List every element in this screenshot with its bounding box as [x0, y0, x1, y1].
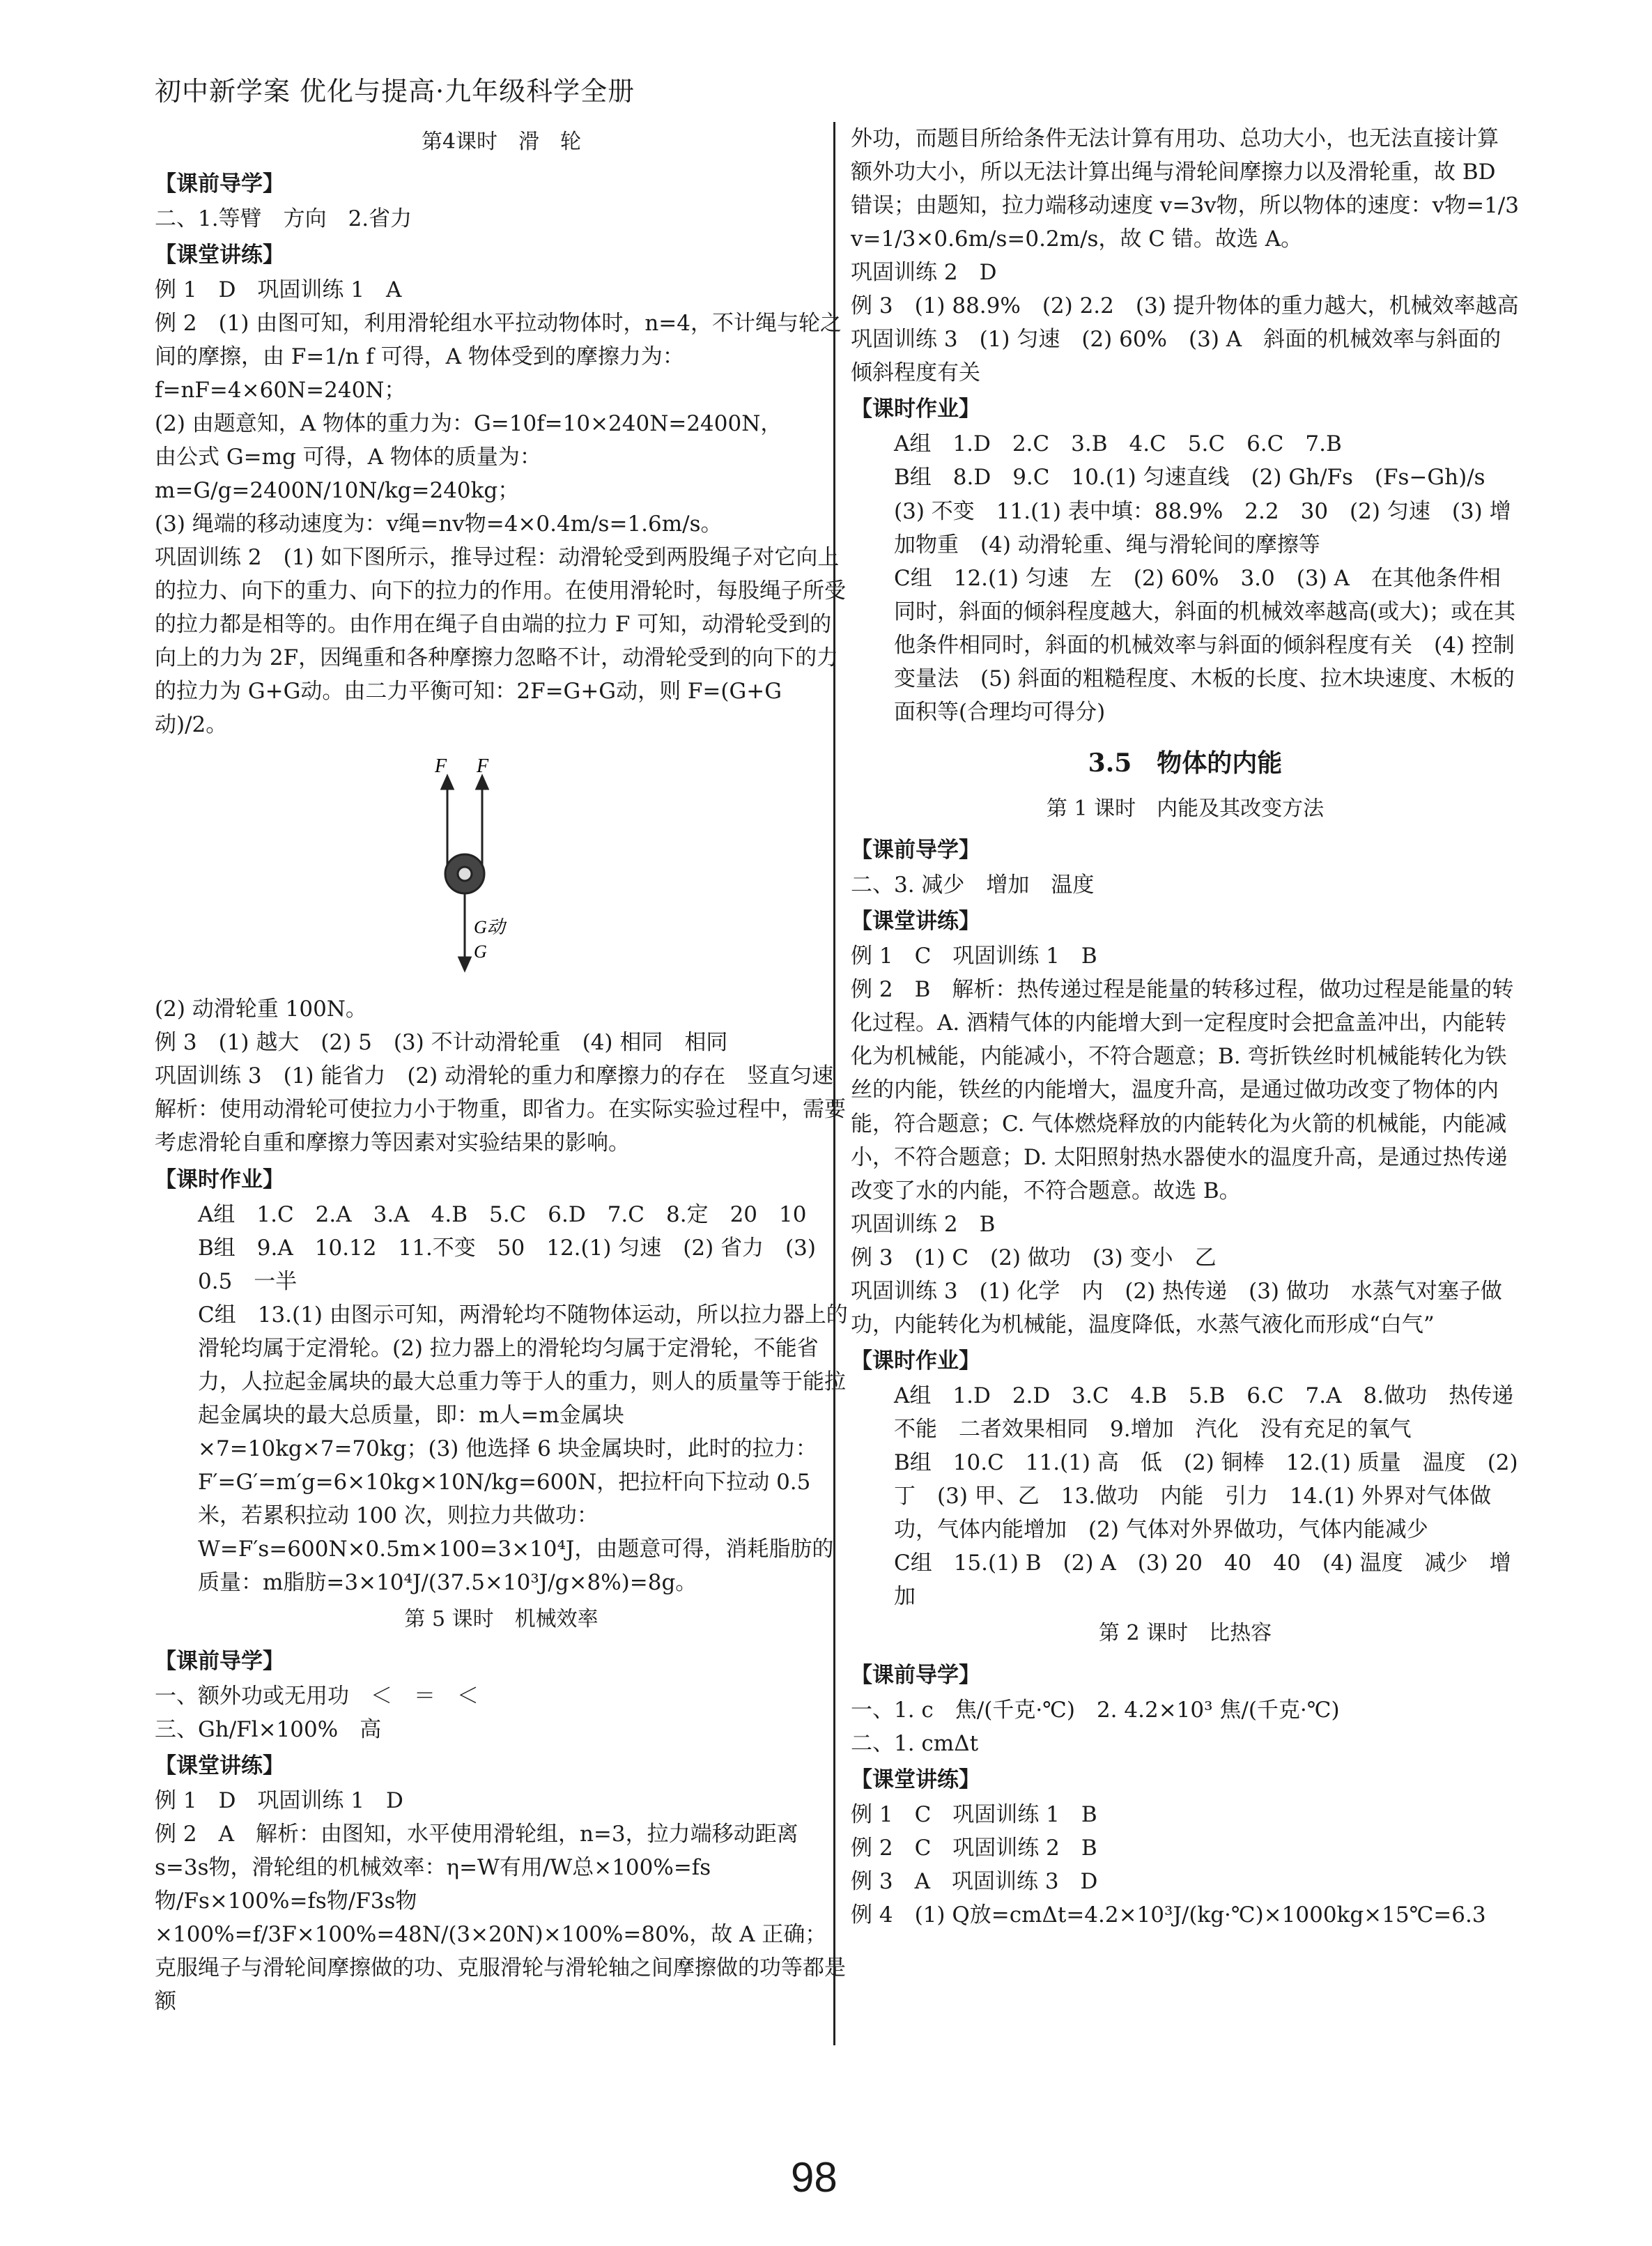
section-tag: 【课堂讲练】: [851, 909, 980, 934]
section-tag: 【课前导学】: [155, 1648, 284, 1674]
answer-paragraph: 例 2 B 解析：热传递过程是能量的转移过程，做功过程是能量的转化过程。A. 酒精气体的内能增大到一定程度时会把盒盖冲出，内能转化为机械能，内能减小，不符合题意；B. 弯折铁丝时机械能转化为铁丝的内能，铁丝的内能增大，温度升高，是通过做功改变了物体的内能，符合题意；C. 气体燃烧释放的内能转化为火箭的机械能，内能减小，不符合题意；D. 太阳照射热水器使水的温度升高，是通过热传递改变了水的内能，不符合题意。故选 B。: [851, 977, 1514, 1203]
answer-line: C组 15.(1) B (2) A (3) 20 40 40 (4) 温度 减少 增加: [894, 1551, 1511, 1610]
answer-line: 二、3. 减少 增加 温度: [851, 872, 1095, 898]
answer-line: 二、1. cmΔt: [851, 1730, 979, 1756]
answer-line: 例 1 D 巩固训练 1 D: [155, 1787, 403, 1813]
answer-line: 一、额外功或无用功 ＜ ＝ ＜: [155, 1683, 479, 1709]
section-tag: 【课堂讲练】: [155, 242, 284, 268]
arrow-down: [459, 957, 470, 970]
answer-paragraph: 例 2 (1) 由图可知，利用滑轮组水平拉动物体时，n=4，不计绳与轮之间的摩擦，由 F=1/n f 可得，A 物体受到的摩擦力为：f=nF=4×60N=240N；: [155, 310, 842, 403]
lesson-title: 第 1 课时 内能及其改变方法: [1046, 796, 1325, 821]
load-weight-label: G: [474, 941, 487, 962]
lesson-title: 第 5 课时 机械效率: [404, 1607, 599, 1632]
lesson-title: 第 2 课时 比热容: [1098, 1621, 1272, 1646]
answer-line: 例 2 C 巩固训练 2 B: [851, 1835, 1097, 1861]
answer-line: 二、1.等臂 方向 2.省力: [155, 206, 412, 231]
section-tag: 【课时作业】: [155, 1167, 284, 1192]
answer-line: 一、1. c 焦/(千克·℃) 2. 4.2×10³ 焦/(千克·℃): [851, 1697, 1340, 1723]
page-header: 初中新学案 优化与提高·九年级科学全册: [155, 76, 635, 107]
section-tag: 【课堂讲练】: [155, 1753, 284, 1778]
answer-line: B组 9.A 10.12 11.不变 50 12.(1) 匀速 (2) 省力 (3) 0.5 一半: [198, 1235, 816, 1294]
answer-line: 由公式 G=mg 可得，A 物体的质量为：m=G/g=2400N/10N/kg=240kg；: [155, 444, 541, 503]
answer-line: 巩固训练 2 B: [851, 1211, 996, 1237]
answer-paragraph: B组 8.D 9.C 10.(1) 匀速直线 (2) Gh/Fs (Fs−Gh)/s (3) 不变 11.(1) 表中填：88.9% 2.2 30 (2) 匀速 (3) 增加物重 (4) 动滑轮重、绳与滑轮间的摩擦等: [894, 465, 1511, 557]
answer-line: 例 4 (1) Q放=cmΔt=4.2×10³J/(kg·℃)×1000kg×15℃=6.3: [851, 1902, 1486, 1928]
answer-line: A组 1.D 2.C 3.B 4.C 5.C 6.C 7.B: [894, 431, 1342, 457]
pulley-weight-label: G动: [474, 917, 505, 938]
answer-line: 例 3 (1) 越大 (2) 5 (3) 不计动滑轮重 (4) 相同 相同: [155, 1030, 728, 1056]
answer-line: 例 1 C 巩固训练 1 B: [851, 1801, 1097, 1827]
section-title: 3.5 物体的内能: [1088, 748, 1283, 778]
answer-line: 三、Gh/Fl×100% 高: [155, 1716, 382, 1742]
answer-paragraph: 外功，而题目所给条件无法计算有用功、总功大小，也无法直接计算额外功大小，所以无法计算出绳与滑轮间摩擦力以及滑轮重，故 BD 错误；由题知，拉力端移动速度 v=3v物，所以物体的速度：v物=1/3 v=1/3×0.6m/s=0.2m/s，故 C 错。故选 A。: [851, 126, 1519, 252]
page-number: 98: [791, 2154, 837, 2201]
section-tag: 【课前导学】: [851, 838, 980, 863]
answer-line: (2) 动滑轮重 100N。: [155, 997, 367, 1022]
pulley-diagram: [155, 748, 848, 985]
section-tag: 【课前导学】: [851, 1662, 980, 1688]
answer-line: 巩固训练 3 (1) 匀速 (2) 60% (3) A 斜面的机械效率与斜面的倾斜程度有关: [851, 327, 1502, 386]
answer-line: 例 3 (1) C (2) 做功 (3) 变小 乙: [851, 1245, 1217, 1270]
answer-paragraph: 巩固训练 3 (1) 化学 内 (2) 热传递 (3) 做功 水蒸气对塞子做功，内能转化为机械能，温度降低，水蒸气液化而形成“白气”: [851, 1278, 1502, 1337]
force-label-1: F: [435, 755, 447, 778]
pulley-figure: [155, 748, 848, 985]
answer-line: 例 3 (1) 88.9% (2) 2.2 (3) 提升物体的重力越大，机械效率越高: [851, 293, 1519, 319]
answer-line: (2) 由题意知，A 物体的重力为：G=10f=10×240N=2400N，: [155, 410, 782, 436]
answer-line: 例 1 C 巩固训练 1 B: [851, 944, 1097, 969]
answer-paragraph: 巩固训练 3 (1) 能省力 (2) 动滑轮的重力和摩擦力的存在 竖直匀速 解析：使用动滑轮可使拉力小于物重，即省力。在实际实验过程中，需要考虑滑轮自重和摩擦力等因素对实验结果的影响。: [155, 1063, 856, 1156]
section-tag: 【课前导学】: [155, 171, 284, 197]
right-column: [851, 122, 1536, 1932]
answer-paragraph: 例 2 A 解析：由图知，水平使用滑轮组，n=3，拉力端移动距离 s=3s物，滑轮组的机械效率：η=W有用/W总×100%=fs物/Fs×100%=fs物/F3s物×100%=f/3F×100%=48N/(3×20N)×100%=80%，故 A 正确；克服绳子与滑轮间摩擦做的功、克服滑轮与滑轮轴之间摩擦做的功等都是额: [155, 1821, 846, 2015]
answer-paragraph: C组 12.(1) 匀速 左 (2) 60% 3.0 (3) A 在其他条件相同时，斜面的倾斜程度越大，斜面的机械效率越高(或大)；或在其他条件相同时，斜面的机械效率与斜面的倾斜程度有关 (4) 控制变量法 (5) 斜面的粗糙程度、木板的长度、拉木块速度、木板的面积等(合理均可得分): [894, 565, 1516, 725]
answer-paragraph: C组 13.(1) 由图示可知，两滑轮均不随物体运动，所以拉力器上的滑轮均属于定滑轮。(2) 拉力器上的滑轮均匀属于定滑轮，不能省力，人拉起金属块的最大总重力等于人的重力，则人的质量等于能拉起金属块的最大总质量，即：m人=m金属块×7=10kg×7=70kg；(3) 他选择 6 块金属块时，此时的拉力：F′=G′=m′g=6×10kg×10N/kg=600N，把拉杆向下拉动 0.5 米，若累积拉动 100 次，则拉力共做功：W=F′s=600N×0.5m×100=3×10⁴J，由题意可得，消耗脂肪的质量：m脂肪=3×10⁴J/(37.5×10³J/g×8%)=8g。: [198, 1302, 848, 1596]
answer-line: (3) 绳端的移动速度为：v绳=nv物=4×0.4m/s=1.6m/s。: [155, 511, 723, 537]
section-tag: 【课时作业】: [851, 397, 980, 422]
answer-line: 巩固训练 2 D: [851, 260, 997, 286]
arrow-up-left: [442, 776, 453, 789]
answer-paragraph: B组 10.C 11.(1) 高 低 (2) 铜棒 12.(1) 质量 温度 (2) 丁 (3) 甲、乙 13.做功 内能 引力 14.(1) 外界对气体做功，气体内能增加 (2) 气体对外界做功，气体内能减少: [894, 1449, 1518, 1543]
answer-line: A组 1.C 2.A 3.A 4.B 5.C 6.D 7.C 8.定 20 10: [198, 1201, 807, 1227]
left-column: [155, 122, 856, 2018]
answer-line: 例 1 D 巩固训练 1 A: [155, 277, 402, 302]
section-tag: 【课时作业】: [851, 1348, 980, 1374]
force-label-2: F: [477, 755, 489, 778]
lesson-title: 第4课时 滑 轮: [421, 130, 582, 154]
answer-line: 例 3 A 巩固训练 3 D: [851, 1869, 1098, 1894]
answer-paragraph: 巩固训练 2 (1) 如下图所示，推导过程：动滑轮受到两股绳子对它向上的拉力、向下的重力、向下的拉力的作用。在使用滑轮时，每股绳子所受的拉力都是相等的。由作用在绳子自由端的拉力 F 可知，动滑轮受到的向上的力为 2F，因绳重和各种摩擦力忽略不计，动滑轮受到的向下的力的拉力为 G+G动。由二力平衡可知：2F=G+G动，则 F=(G+G动)/2。: [155, 545, 846, 738]
answer-paragraph: A组 1.D 2.D 3.C 4.B 5.B 6.C 7.A 8.做功 热传递 不能 二者效果相同 9.增加 汽化 没有充足的氧气: [894, 1383, 1536, 1442]
section-tag: 【课堂讲练】: [851, 1767, 980, 1792]
pulley-axle: [458, 867, 472, 881]
arrow-up-right: [477, 776, 488, 789]
